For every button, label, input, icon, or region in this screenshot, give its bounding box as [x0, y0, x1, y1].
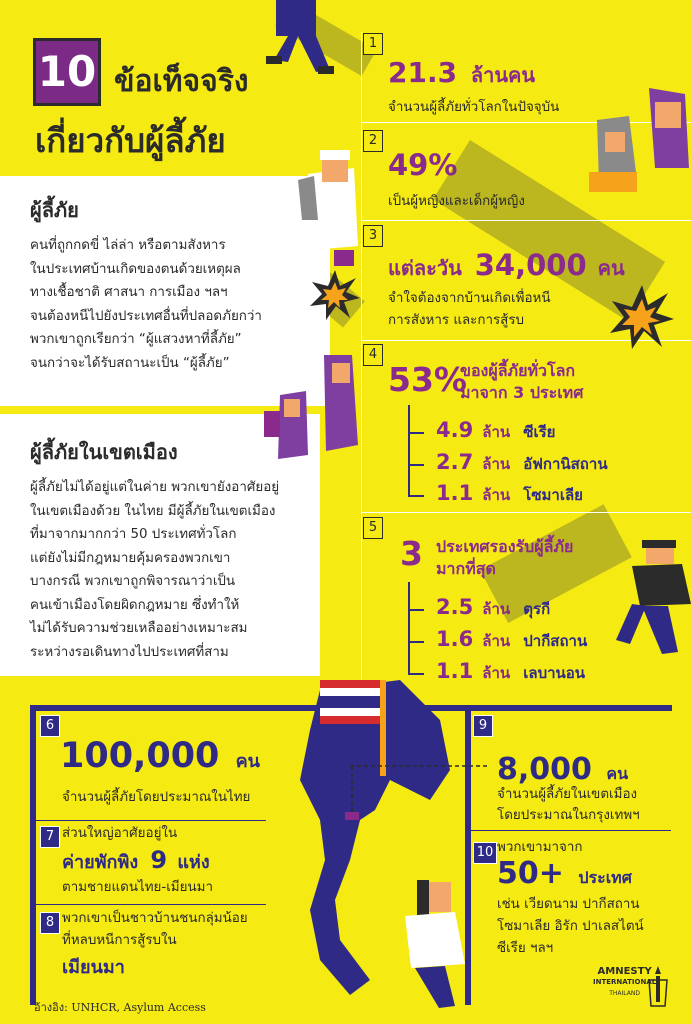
- fact9-desc: [497, 784, 640, 826]
- fact-number-2: 2: [363, 130, 383, 152]
- item-value: 1.1: [436, 481, 474, 505]
- fact9-desc-line: โดยประมาณในกรุงเทพฯ: [497, 808, 640, 823]
- divider: [36, 904, 266, 905]
- map-pointer-lines: [340, 760, 490, 830]
- fact-number-6: 6: [40, 715, 60, 737]
- fact3-desc: [388, 288, 550, 332]
- fact1-desc: จำนวนผู้ลี้ภัยทั่วโลกในปัจจุบัน: [388, 100, 560, 115]
- card-refugee-line: ในประเทศบ้านเกิดของตนด้วยเหตุผล: [30, 261, 241, 277]
- card-refugee-line: ทางเชื้อชาติ ศาสนา การเมือง ฯลฯ: [30, 285, 228, 300]
- fact10-desc: [497, 894, 644, 960]
- fact10-big: [497, 856, 632, 891]
- fact4-item: [436, 418, 555, 444]
- card-refugee-line: พวกเขาถูกเรียกว่า “ผู้แสวงหาที่ลี้ภัย”: [30, 332, 242, 347]
- fact-number-5: 5: [363, 517, 383, 539]
- fact5-item: [436, 595, 550, 621]
- item-country: ตุรกี: [523, 600, 551, 618]
- fact5-value: 3: [400, 534, 423, 573]
- fact7-camp: ค่ายพักพิง: [62, 852, 139, 873]
- title-number-box: [33, 38, 101, 106]
- fact-number-1: 1: [363, 33, 383, 55]
- fact3-desc-line: การสังหาร และการสู้รบ: [388, 313, 525, 328]
- fact-number-4: 4: [363, 344, 383, 366]
- logo-line: INTERNATIONAL: [593, 978, 657, 986]
- fact10-desc-line: โซมาเลีย อิรัก ปาเลสไตน์: [497, 919, 644, 934]
- amnesty-logo: [593, 966, 656, 999]
- fact9-unit: คน: [606, 764, 628, 783]
- card-urban-line: ระหว่างรอเดินทางไปประเทศที่สาม: [30, 644, 229, 660]
- running-woman-illustration: [395, 880, 475, 1010]
- item-country: โซมาเลีย: [523, 486, 583, 504]
- fact-number-3: 3: [363, 225, 383, 247]
- fact4-desc: [460, 360, 583, 404]
- fact6-unit: คน: [235, 751, 260, 772]
- card-urban-line: ผู้ลี้ภัยไม่ได้อยู่แต่ในค่าย พวกเขายังอาศัยอยู่: [30, 480, 280, 495]
- divider: [361, 220, 691, 221]
- fact-number-7: 7: [40, 826, 60, 848]
- item-value: 2.5: [436, 595, 474, 619]
- divider: [361, 512, 691, 513]
- fact4-desc-line: ของผู้ลี้ภัยทั่วโลก: [460, 361, 576, 380]
- fact3-desc-line: จำใจต้องจากบ้านเกิดเพื่อหนี: [388, 291, 551, 306]
- card-urban-line: คนเข้าเมืองโดยผิดกฎหมาย ซึ่งทำให้: [30, 597, 240, 613]
- fact10-value: 50+: [497, 856, 564, 891]
- item-value: 2.7: [436, 450, 474, 474]
- fact4-item: [436, 450, 608, 476]
- card-urban-line: ในเขตเมืองด้วย ในไทย มีผู้ลี้ภัยในเขตเมือง: [30, 503, 276, 519]
- bracket-tick: [408, 609, 424, 611]
- bracket-tick: [408, 495, 424, 497]
- explosion-icon: [610, 285, 674, 349]
- fact8-line: พวกเขาเป็นชาวบ้านชนกลุ่มน้อย: [62, 911, 248, 926]
- card-urban-body: [30, 476, 320, 664]
- fact-number-8: 8: [40, 912, 60, 934]
- fact4-item: [436, 481, 583, 507]
- logo-line: THAILAND: [609, 990, 640, 997]
- running-man-illustration: [612, 540, 691, 660]
- candle-logo-icon: [648, 966, 668, 1014]
- fact1-value: 21.3: [388, 56, 458, 89]
- fact10-desc-line: เช่น เวียดนาม ปากีสถาน: [497, 897, 640, 912]
- bracket-tick: [408, 641, 424, 643]
- fact5-desc-line: มากที่สุด: [436, 559, 496, 578]
- card-refugee-line: จนต้องหนีไปยังประเทศอื่นที่ปลอดภัยกว่า: [30, 308, 262, 324]
- item-unit: ล้าน: [482, 632, 511, 650]
- card-refugee-line: คนที่ถูกกดขี่ ไล่ล่า หรือตามสังหาร: [30, 238, 226, 253]
- fact7-count: 9: [150, 846, 168, 874]
- fact9-big: [497, 752, 628, 787]
- fact2-desc: เป็นผู้หญิงและเด็กผู้หญิง: [388, 194, 525, 209]
- item-unit: ล้าน: [482, 455, 511, 473]
- item-unit: ล้าน: [482, 486, 511, 504]
- fact7-line1: ส่วนใหญ่อาศัยอยู่ใน: [62, 826, 178, 841]
- fact6-desc: จำนวนผู้ลี้ภัยโดยประมาณในไทย: [62, 790, 251, 805]
- bracket-tick: [408, 464, 424, 466]
- item-value: 1.6: [436, 627, 474, 651]
- women-illustration: [585, 88, 691, 198]
- section-border: [30, 705, 36, 1005]
- woman-illustration: [298, 150, 362, 268]
- item-country: ซีเรีย: [523, 423, 556, 441]
- fact4-value: 53%: [388, 360, 467, 399]
- source-citation: อ้างอิง: UNHCR, Asylum Access: [34, 1001, 206, 1014]
- fact10-line1: พวกเขามาจาก: [497, 840, 583, 855]
- title-line1: ข้อเท็จจริง: [114, 64, 249, 99]
- item-unit: ล้าน: [482, 600, 511, 618]
- explosion-icon: [310, 270, 360, 320]
- item-value: 4.9: [436, 418, 474, 442]
- fact5-item: [436, 627, 587, 653]
- item-unit: ล้าน: [482, 423, 511, 441]
- fact3-big: [388, 248, 625, 284]
- card-refugee-line: จนกว่าจะได้รับสถานะเป็น “ผู้ลี้ภัย”: [30, 355, 230, 371]
- fact4-desc-line: มาจาก 3 ประเทศ: [460, 383, 584, 402]
- card-urban-line: ที่มาจากมากกว่า 50 ประเทศทั่วโลก: [30, 527, 237, 542]
- fact3-unit: คน: [597, 256, 625, 280]
- fact7-line3: ตามชายแดนไทย-เมียนมา: [62, 880, 213, 895]
- fact8-line: ที่หลบหนีการสู้รบใน: [62, 933, 177, 948]
- card-urban-line: บางกรณี พวกเขาถูกพิจารณาว่าเป็น: [30, 574, 236, 589]
- divider: [471, 830, 671, 831]
- fact8-text: [62, 908, 248, 952]
- fact8-place: เมียนมา: [62, 957, 125, 978]
- bracket-line: [408, 405, 410, 496]
- title-line2: เกี่ยวกับผู้ลี้ภัย: [35, 121, 226, 160]
- card-refugee-heading: ผู้ลี้ภัย: [30, 198, 79, 222]
- running-person-illustration: [258, 0, 358, 80]
- card-urban-heading: ผู้ลี้ภัยในเขตเมือง: [30, 440, 178, 464]
- item-country: ปากีสถาน: [523, 632, 588, 650]
- fact5-desc: [436, 536, 573, 580]
- fact5-desc-line: ประเทศรองรับผู้ลี้ภัย: [436, 537, 574, 556]
- title-number: 10: [37, 47, 97, 96]
- logo-line: AMNESTY: [597, 966, 652, 977]
- item-country: อัฟกานิสถาน: [523, 455, 608, 473]
- item-unit: ล้าน: [482, 664, 511, 682]
- item-country: เลบานอน: [523, 664, 586, 682]
- card-urban-line: แต่ยังไม่มีกฎหมายคุ้มครองพวกเขา: [30, 550, 231, 566]
- family-illustration: [262, 355, 362, 465]
- fact3-value: 34,000: [474, 248, 587, 282]
- fact-number-9: 9: [473, 715, 493, 737]
- card-urban-line: ไม่ได้รับความช่วยเหลืออย่างเหมาะสม: [30, 621, 248, 636]
- divider: [36, 820, 266, 821]
- fact9-value: 8,000: [497, 752, 592, 787]
- fact1-big: [388, 56, 535, 91]
- card-refugee-body: [30, 234, 330, 375]
- fact9-desc-line: จำนวนผู้ลี้ภัยในเขตเมือง: [497, 787, 638, 802]
- bracket-tick: [408, 432, 424, 434]
- fact2-value: 49%: [388, 148, 458, 182]
- fact7-camps: [62, 846, 210, 876]
- fact10-desc-line: ซีเรีย ฯลฯ: [497, 941, 554, 956]
- fact6-big: [60, 736, 260, 776]
- fact6-value: 100,000: [60, 736, 220, 776]
- fact7-count-unit: แห่ง: [177, 852, 210, 873]
- item-value: 1.1: [436, 659, 474, 683]
- fact1-unit: ล้านคน: [470, 63, 536, 87]
- fact10-unit: ประเทศ: [578, 868, 632, 887]
- fact-number-10: 10: [473, 842, 497, 864]
- fact3-prefix: แต่ละวัน: [388, 256, 462, 280]
